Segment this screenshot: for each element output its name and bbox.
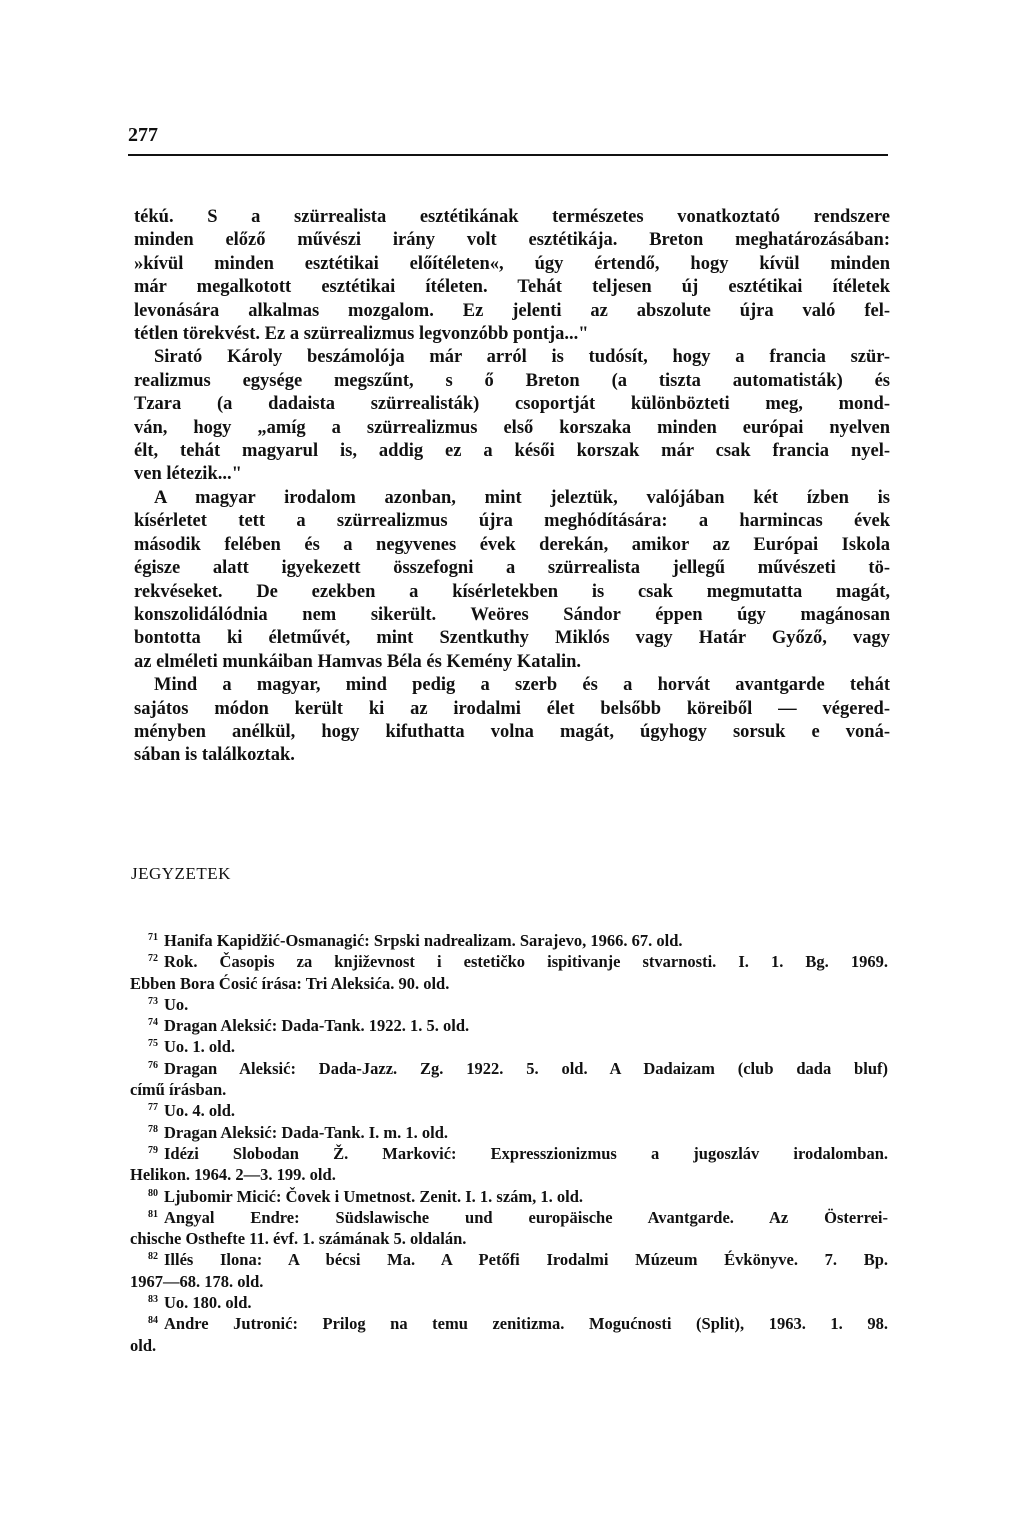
body-line: »kívül minden esztétikai előítéleten«, úgy értendő, hogy kívül minden (134, 253, 890, 274)
footnote (130, 930, 888, 951)
footnote (130, 1292, 888, 1313)
footnote (130, 1313, 888, 1334)
footnote-number: 82 (148, 1251, 158, 1263)
body-line: konszolidálódnia nem sikerült. Weöres Sándor éppen úgy magánosan (134, 604, 890, 625)
body-line: Sirató Károly beszámolója már arról is tudósít, hogy a francia szür- (154, 347, 890, 368)
footnote (130, 951, 888, 972)
footnote-text: Uo. 1. old. (164, 1037, 236, 1057)
body-line: sajátos módon került ki az irodalmi élet belsőbb köreiből — végered- (134, 698, 890, 719)
footnote-continuation: című írásban. (130, 1080, 227, 1100)
footnote-text: Ljubomir Micić: Čovek i Umetnost. Zenit. I. 1. szám, 1. old. (164, 1186, 584, 1206)
footnote-number: 80 (148, 1187, 158, 1199)
footnotes (130, 930, 888, 1356)
footnote-number: 72 (148, 953, 158, 965)
body-line: kísérletet tett a szürrealizmus újra meghódítására: a harmincas évek (134, 511, 890, 532)
body-line: minden előző művészi irány volt esztétikája. Breton meghatározásában: (134, 230, 890, 251)
footnote (130, 994, 888, 1015)
body-line: sában is találkoztak. (134, 745, 295, 766)
footnote-number: 77 (148, 1102, 158, 1114)
page-number: 277 (128, 124, 158, 146)
body-line: ván, hogy „amíg a szürrealizmus első korszaka minden európai nyelven (134, 417, 890, 438)
footnote-number: 74 (148, 1017, 158, 1029)
body-line: rekvéseket. De ezekben a kísérletekben is csak megmutatta magát, (134, 581, 890, 602)
body-line: ményben anélkül, hogy kifuthatta volna magát, úgyhogy sorsuk e voná- (134, 721, 890, 742)
footnote-continuation: Ebben Bora Ćosić írása: Tri Aleksića. 90. old. (130, 973, 450, 993)
body-text (134, 206, 890, 768)
footnote-text: Idézi Slobodan Ž. Marković: Expresszionizmus a jugoszláv irodalomban. (164, 1143, 888, 1163)
header-rule (128, 154, 888, 156)
body-line: A magyar irodalom azonban, mint jeleztük, valójában két ízben is (154, 487, 890, 508)
footnote-text: Rok. Časopis za književnost i estetičko ispitivanje stvarnosti. I. 1. Bg. 1969. (164, 952, 888, 972)
footnote-text: Uo. 180. old. (164, 1293, 252, 1313)
footnote-number: 73 (148, 995, 158, 1007)
body-line: Mind a magyar, mind pedig a szerb és a horvát avantgarde tehát (154, 675, 890, 696)
footnote (130, 1207, 888, 1228)
body-line: ven létezik..." (134, 464, 242, 485)
body-line: az elméleti munkáiban Hamvas Béla és Kemény Katalin. (134, 651, 582, 672)
body-line: égisze alatt igyekezett összefogni a szürrealista jellegű művészeti tö- (134, 558, 890, 579)
footnote (130, 1249, 888, 1270)
footnote-text: Illés Ilona: A bécsi Ma. A Petőfi Irodalmi Múzeum Évkönyve. 7. Bp. (164, 1250, 888, 1270)
footnote (130, 1100, 888, 1121)
body-line: bontotta ki életművét, mint Szentkuthy Miklós vagy Határ Győző, vagy (134, 628, 890, 649)
footnote-text: Hanifa Kapidžić-Osmanagić: Srpski nadrealizam. Sarajevo, 1966. 67. old. (164, 931, 683, 950)
footnote-continuation: old. (130, 1335, 157, 1355)
footnote-text: Angyal Endre: Südslawische und europäische Avantgarde. Az Österrei- (164, 1207, 888, 1227)
body-line: második felében és a negyvenes évek derekán, amikor az Európai Iskola (134, 534, 890, 555)
body-line: tékú. S a szürrealista esztétikának természetes vonatkoztató rendszere (134, 207, 890, 227)
footnote (130, 1143, 888, 1164)
footnote (130, 1122, 888, 1143)
footnote-number: 78 (148, 1123, 158, 1135)
footnote-text: Uo. 4. old. (164, 1101, 236, 1121)
footnote-text: Dragan Aleksić: Dada-Tank. I. m. 1. old. (164, 1122, 449, 1142)
body-line: levonására alkalmas mozgalom. Ez jelenti az abszolute újra való fel- (134, 300, 890, 321)
footnote (130, 1058, 888, 1079)
footnote (130, 1186, 888, 1207)
footnote-number: 83 (148, 1294, 158, 1306)
footnote (130, 1036, 888, 1057)
footnote-continuation: 1967—68. 178. old. (130, 1271, 264, 1291)
footnote-number: 71 (148, 932, 158, 943)
footnote-number: 81 (148, 1208, 158, 1220)
footnote-text: Dragan Aleksić: Dada-Tank. 1922. 1. 5. old. (164, 1016, 470, 1036)
footnote-number: 76 (148, 1059, 158, 1071)
body-line: tétlen törekvést. Ez a szürrealizmus legvonzóbb pontja..." (134, 324, 589, 345)
footnote (130, 1015, 888, 1036)
body-line: már megalkotott esztétikai ítéleten. Tehát teljesen új esztétikai ítéletek (134, 277, 890, 298)
footnote-number: 84 (148, 1315, 158, 1327)
body-line: Tzara (a dadaista szürrealisták) csoportját különbözteti meg, mond- (134, 394, 890, 415)
footnote-number: 79 (148, 1144, 158, 1156)
footnote-text: Dragan Aleksić: Dada-Jazz. Zg. 1922. 5. old. A Dadaizam (club dada bluf) (164, 1058, 888, 1078)
body-line: élt, tehát magyarul is, addig ez a késői korszak már csak francia nyel- (134, 441, 890, 462)
footnote-continuation: chische Osthefte 11. évf. 1. számának 5. oldalán. (130, 1229, 467, 1249)
footnote-text: Uo. (164, 994, 189, 1014)
notes-heading: JEGYZETEK (131, 864, 231, 883)
body-line: realizmus egysége megszűnt, s ő Breton (a tiszta automatisták) és (134, 370, 890, 391)
footnote-number: 75 (148, 1038, 158, 1050)
footnote-continuation: Helikon. 1964. 2—3. 199. old. (130, 1165, 336, 1185)
footnote-text: Andre Jutronić: Prilog na temu zenitizma. Mogućnosti (Split), 1963. 1. 98. (164, 1314, 888, 1334)
